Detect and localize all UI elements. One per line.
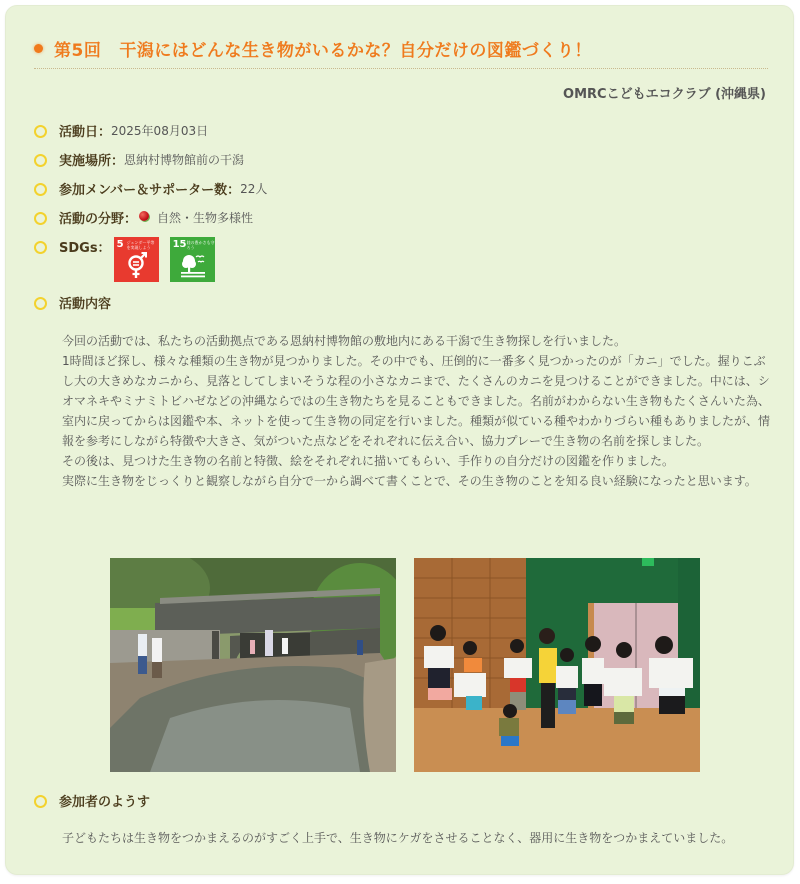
organization-name: OMRCこどもエコクラブ (沖縄県): [563, 87, 766, 102]
info-sdgs: [34, 237, 267, 287]
field-value: 自然・生物多様性: [157, 211, 254, 225]
participants-body: [62, 828, 777, 848]
activity-paragraph-3: その後は、見つけた生き物の名前と特徴、絵をそれぞれに描いてもらい、手作りの自分だけの図鑑を作りました。: [62, 454, 675, 468]
activity-paragraph-1: 今回の活動では、私たちの活動拠点である恩納村博物館の敷地内にある干潟で生き物探しを行いました。: [62, 334, 627, 348]
members-label: 参加メンバー＆サポーター数：: [59, 183, 241, 198]
place-label: 実施場所：: [59, 154, 125, 169]
activity-paragraph-2: 1時間ほど探し、様々な種類の生き物が見つかりました。その中でも、圧倒的に一番多く見つかったのが「カニ」でした。握りこぶし大の大きめなカニから、見落としてしまいそうな程の小さなカニまで、たくさんのカニを見つけることができました。中には、シオマネキやミナミトビハゼなどの沖縄ならではの生き物たちを見ることもできました。名前がわからない生き物もたくさんいた為、室内に戻ってからは図鑑や本、ネットを使って生き物の同定を行いました。種類が似ている種やわかりづらい種もありましたが、情報を参考にしながら特徴や大きさ、気がついた点などをそれぞれに伝え合い、協力プレーで生き物の名前を探しました。: [62, 354, 771, 448]
info-members: [34, 179, 267, 208]
place-value: 恩納村博物館前の干潟: [124, 153, 245, 167]
participants-heading-row: [34, 791, 150, 810]
info-place: [34, 150, 267, 179]
members-value: 22人: [240, 182, 268, 196]
report-title: [54, 36, 592, 61]
round-number: 第5回: [54, 41, 102, 61]
activity-heading-row: [34, 293, 111, 312]
participants-text: 子どもたちは生き物をつかまえるのがすごく上手で、生き物にケガをさせることなく、器用に生き物をつかまえていました。: [62, 831, 734, 845]
activity-report-card: [5, 5, 794, 875]
ring-bullet-icon: [34, 795, 47, 808]
activity-heading: 活動内容: [59, 297, 112, 312]
bullet-dot-icon: [34, 44, 43, 53]
info-date: [34, 121, 267, 150]
info-field: [34, 208, 267, 237]
date-value: 2025年08月03日: [111, 124, 209, 138]
date-label: 活動日：: [59, 125, 112, 140]
report-title-row: [34, 36, 592, 61]
title-text: 干潟にはどんな生き物がいるかな？自分だけの図鑑づくり！: [119, 41, 592, 61]
participants-heading: 参加者のようす: [59, 795, 151, 810]
tree-birds-icon: [181, 252, 207, 278]
field-label: 活動の分野：: [59, 212, 138, 227]
ladybug-icon: [139, 211, 149, 221]
ring-bullet-icon: [34, 241, 47, 254]
photo-tidal-flat[interactable]: [110, 558, 396, 772]
title-divider: [34, 68, 768, 69]
ring-bullet-icon: [34, 125, 47, 138]
activity-paragraph-4: 実際に生き物をじっくりと観察しながら自分で一から調べて書くことで、その生き物のことを知る良い経験になったと思います。: [62, 474, 757, 488]
sdg-15-life-on-land-icon: 15 陸の豊かさも守ろう: [170, 237, 215, 282]
activity-body: [62, 331, 777, 491]
sdgs-label: SDGs：: [59, 241, 111, 256]
ring-bullet-icon: [34, 154, 47, 167]
ring-bullet-icon: [34, 212, 47, 225]
ring-bullet-icon: [34, 297, 47, 310]
info-list: [34, 121, 267, 287]
gender-symbol-icon: [125, 252, 149, 280]
photo-children-with-guides[interactable]: [414, 558, 700, 772]
ring-bullet-icon: [34, 183, 47, 196]
sdg-5-gender-equality-icon: 5 ジェンダー平等を実現しよう: [114, 237, 159, 282]
sdg-icons: [114, 237, 215, 282]
